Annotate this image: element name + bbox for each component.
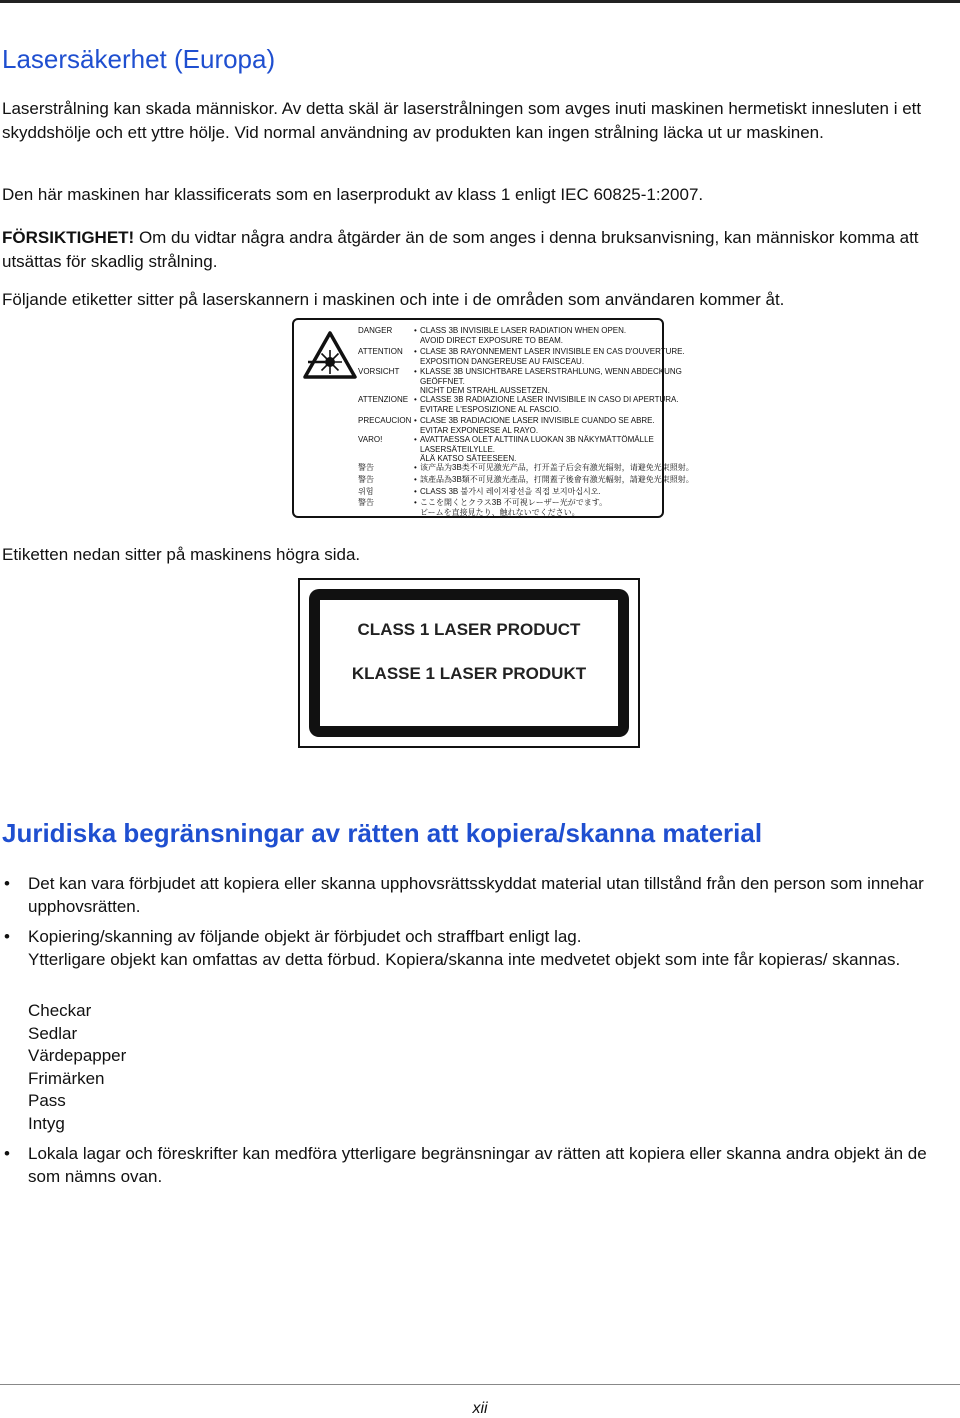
warning-text: • 該產品為3B類不可見激光產品，打開蓋子後會有激光輻射，請避免光束照射。 bbox=[420, 475, 670, 485]
paragraph-labels-location: Följande etiketter sitter på laserskannern i maskinen och inte i de områden som användaren kommer åt. bbox=[2, 290, 785, 309]
bullet-prohibited-items: Kopiering/skanning av följande objekt är förbjudet och straffbart enligt lag. Ytterligare objekt kan omfattas av detta förbud. Kopiera/skanna inte medvetet objekt som inte får kopieras/ skannas. bbox=[28, 927, 901, 969]
warning-language: 위험 bbox=[358, 487, 374, 496]
warning-language: VORSICHT bbox=[358, 367, 400, 376]
warning-language: ATTENZIONE bbox=[358, 395, 409, 404]
warning-text: • CLASE 3B RADIACIONE LASER INVISIBLE CUANDO SE ABRE. EVITAR EXPONERSE AL RAYO. bbox=[420, 416, 670, 435]
warning-text: • KLASSE 3B UNSICHTBARE LASERSTRAHLUNG, WENN ABDECKUNG GEÖFFNET. NICHT DEM STRAHL AUSSETZEN. bbox=[420, 367, 670, 396]
bullet-glyph: • bbox=[4, 927, 10, 946]
top-rule bbox=[0, 0, 960, 3]
laser-hazard-icon bbox=[302, 330, 358, 380]
prohibited-item: Pass bbox=[28, 1091, 66, 1110]
bullet-glyph: • bbox=[4, 1144, 10, 1163]
prohibited-item: Värdepapper bbox=[28, 1046, 127, 1065]
prohibited-item: Sedlar bbox=[28, 1023, 78, 1043]
warning-text: • CLASE 3B RAYONNEMENT LASER INVISIBLE EN CAS D'OUVERTURE. EXPOSITION DANGEREUSE AU FAISCEAU. bbox=[420, 347, 670, 366]
warning-text: • CLASS 3B INVISIBLE LASER RADIATION WHEN OPEN. AVOID DIRECT EXPOSURE TO BEAM. bbox=[420, 326, 670, 345]
paragraph-caution bbox=[2, 226, 952, 274]
bullet-local-laws: Lokala lagar och föreskrifter kan medföra ytterligare begränsningar av rätten att kopiera eller skanna andra objekt än de som nämns ovan. bbox=[28, 1144, 927, 1186]
page-number: xii bbox=[472, 1400, 488, 1417]
warning-language: DANGER bbox=[358, 326, 393, 335]
class1-label-frame bbox=[309, 589, 629, 737]
prohibited-item: Intyg bbox=[28, 1113, 65, 1133]
warning-language: 警告 bbox=[358, 475, 374, 484]
section-title-legal-restrictions: Juridiska begränsningar av rätten att kopiera/skanna material bbox=[2, 818, 763, 848]
laser-warning-label bbox=[292, 318, 694, 518]
paragraph-laser-radiation: Laserstrålning kan skada människor. Av detta skäl är laserstrålningen som avges inuti maskinen hermetiskt innesluten i ett skyddshölje och ett yttre hölje. Vid normal användning av produkten kan ingen strålning läcka ut ur maskinen. bbox=[2, 99, 922, 142]
class1-laser-label bbox=[298, 578, 640, 748]
warning-language: 警告 bbox=[358, 463, 374, 472]
warning-text: • CLASS 3B 불가시 레이저광선을 직접 보지마십시오. bbox=[420, 487, 670, 497]
footer-rule bbox=[0, 1384, 960, 1385]
warning-text: • CLASSE 3B RADIAZIONE LASER INVISIBILE IN CASO DI APERTURA. EVITARE L'ESPOSIZIONE AL FASCIO. bbox=[420, 395, 670, 414]
warning-language: PRECAUCION bbox=[358, 416, 412, 425]
class1-label-line1: CLASS 1 LASER PRODUCT bbox=[357, 620, 581, 639]
caution-text: Om du vidtar några andra åtgärder än de som anges i denna bruksanvisning, kan människor komma att utsättas för skadlig strålning. bbox=[2, 228, 919, 271]
warning-text: • AVATTAESSA OLET ALTTIINA LUOKAN 3B NÄKYMÄTTÖMÄLLE LASERSÄTEILYLLE. ÄLÄ KATSO SÄTEESEEN. bbox=[420, 435, 670, 464]
caution-label: FÖRSIKTIGHET! bbox=[2, 228, 135, 247]
warning-language: VARO! bbox=[358, 435, 383, 444]
warning-text: • 该产品为3B类不可见激光产品，打开盖子后会有激光辐射，请避免光束照射。 bbox=[420, 463, 670, 473]
paragraph-right-side-label: Etiketten nedan sitter på maskinens högra sida. bbox=[2, 545, 361, 564]
prohibited-item: Checkar bbox=[28, 1001, 92, 1020]
section-title-laser-safety: Lasersäkerhet (Europa) bbox=[2, 44, 276, 74]
class1-label-line2: KLASSE 1 LASER PRODUKT bbox=[351, 664, 587, 683]
paragraph-classification: Den här maskinen har klassificerats som en laserprodukt av klass 1 enligt IEC 60825-1:2007. bbox=[2, 185, 704, 204]
prohibited-item: Frimärken bbox=[28, 1068, 105, 1088]
bullet-glyph: • bbox=[4, 874, 10, 893]
warning-text: • ここを開くとクラス3B 不可視レーザー光がでます。 ビームを直接見たり、触れないでください。 bbox=[420, 498, 670, 517]
bullet-copyright: Det kan vara förbjudet att kopiera eller skanna upphovsrättsskyddat material utan tillstånd från den person som innehar upphovsrätten. bbox=[28, 874, 924, 916]
warning-language: 警告 bbox=[358, 498, 374, 507]
warning-language: ATTENTION bbox=[358, 347, 403, 356]
